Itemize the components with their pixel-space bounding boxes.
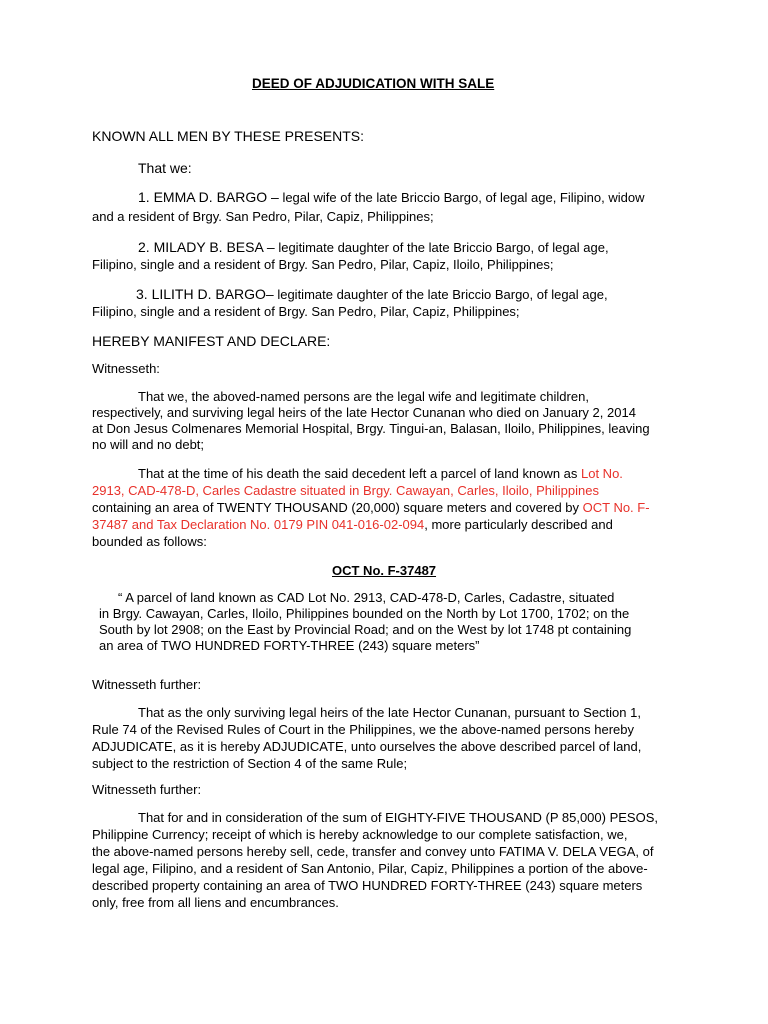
party-3-name: 3. LILITH D. BARGO– <box>136 286 274 302</box>
quote-line-2: in Brgy. Cawayan, Carles, Iloilo, Philippines bounded on the North by Lot 1700, 1702; on the <box>99 606 630 621</box>
witnesseth-further-label-1: Witnesseth further: <box>92 677 202 692</box>
land-line-3-text: containing an area of TWENTY THOUSAND (20,000) square meters and covered by <box>92 500 583 515</box>
party-2-line-2: Filipino, single and a resident of Brgy. San Pedro, Pilar, Capiz, Iloilo, Philippines; <box>92 257 554 272</box>
document-title: DEED OF ADJUDICATION WITH SALE <box>252 76 495 91</box>
sale-line-1: That for and in consideration of the sum of EIGHTY-FIVE THOUSAND (P 85,000) PESOS, <box>138 810 658 825</box>
sale-line-3: the above-named persons hereby sell, cede, transfer and convey unto FATIMA V. DELA VEGA, of <box>92 844 654 859</box>
land-tax-declaration-highlight: 37487 and Tax Declaration No. 0179 PIN 041-016-02-094 <box>92 517 425 532</box>
land-line-4-text: , more particularly described and <box>424 517 613 532</box>
quote-line-4: an area of TWO HUNDRED FORTY-THREE (243) square meters” <box>99 638 480 653</box>
land-line-1 <box>138 466 623 482</box>
sale-line-2: Philippine Currency; receipt of which is hereby acknowledge to our complete satisfaction, we, <box>92 827 628 842</box>
party-1-desc: legal wife of the late Briccio Bargo, of legal age, Filipino, widow <box>278 190 645 205</box>
sale-line-6: only, free from all liens and encumbrances. <box>92 895 339 910</box>
party-2-line-1 <box>138 239 609 256</box>
sale-line-4: legal age, Filipino, and a resident of San Antonio, Pilar, Capiz, Philippines a portion of the above- <box>92 861 648 876</box>
party-3-desc: legitimate daughter of the late Briccio Bargo, of legal age, <box>273 287 608 302</box>
quote-line-3: South by lot 2908; on the East by Provincial Road; and on the West by lot 1748 pt containing <box>99 622 632 637</box>
adjudicate-line-1: That as the only surviving legal heirs of the late Hector Cunanan, pursuant to Section 1, <box>138 705 641 720</box>
land-lot-highlight: Lot No. <box>581 466 623 481</box>
party-1-name: 1. EMMA D. BARGO – <box>138 189 279 205</box>
sale-line-5: described property containing an area of TWO HUNDRED FORTY-THREE (243) square meters <box>92 878 643 893</box>
party-3-line-2: Filipino, single and a resident of Brgy. San Pedro, Pilar, Capiz, Philippines; <box>92 304 520 319</box>
party-2-name: 2. MILADY B. BESA – <box>138 239 275 255</box>
quote-line-1: “ A parcel of land known as CAD Lot No. 2913, CAD-478-D, Carles, Cadastre, situated <box>118 590 615 605</box>
heirs-line-4: no will and no debt; <box>92 437 205 452</box>
land-oct-highlight: OCT No. F- <box>582 500 650 515</box>
land-line-3 <box>92 500 650 516</box>
adjudicate-line-3: ADJUDICATE, as it is hereby ADJUDICATE, unto ourselves the above described parcel of land, <box>92 739 642 754</box>
adjudicate-line-2: Rule 74 of the Revised Rules of Court in the Philippines, we the above-named persons hereby <box>92 722 634 737</box>
party-1-line-1 <box>138 189 644 206</box>
heirs-line-3: at Don Jesus Colmenares Memorial Hospital, Brgy. Tingui-an, Balasan, Iloilo, Philippines, leaving <box>92 421 650 436</box>
party-3-line-1 <box>136 286 608 303</box>
heirs-line-1: That we, the aboved-named persons are the legal wife and legitimate children, <box>138 389 589 404</box>
land-line-4 <box>92 517 613 533</box>
land-line-1-text: That at the time of his death the said decedent left a parcel of land known as <box>138 466 581 481</box>
adjudicate-line-4: subject to the restriction of Section 4 of the same Rule; <box>92 756 408 771</box>
heirs-line-2: respectively, and surviving legal heirs of the late Hector Cunanan who died on January 2, 2014 <box>92 405 636 420</box>
party-1-line-2: and a resident of Brgy. San Pedro, Pilar, Capiz, Philippines; <box>92 209 434 224</box>
land-line-5: bounded as follows: <box>92 534 207 549</box>
manifest-heading: HEREBY MANIFEST AND DECLARE: <box>92 333 331 349</box>
intro-heading: KNOWN ALL MEN BY THESE PRESENTS: <box>92 128 365 144</box>
witnesseth-further-label-2: Witnesseth further: <box>92 782 202 797</box>
land-line-2-highlight: 2913, CAD-478-D, Carles Cadastre situated in Brgy. Cawayan, Carles, Iloilo, Philippines <box>92 483 599 498</box>
oct-heading: OCT No. F-37487 <box>332 563 437 578</box>
that-we-label: That we: <box>138 160 192 176</box>
witnesseth-label: Witnesseth: <box>92 361 160 376</box>
party-2-desc: legitimate daughter of the late Briccio Bargo, of legal age, <box>278 240 609 255</box>
